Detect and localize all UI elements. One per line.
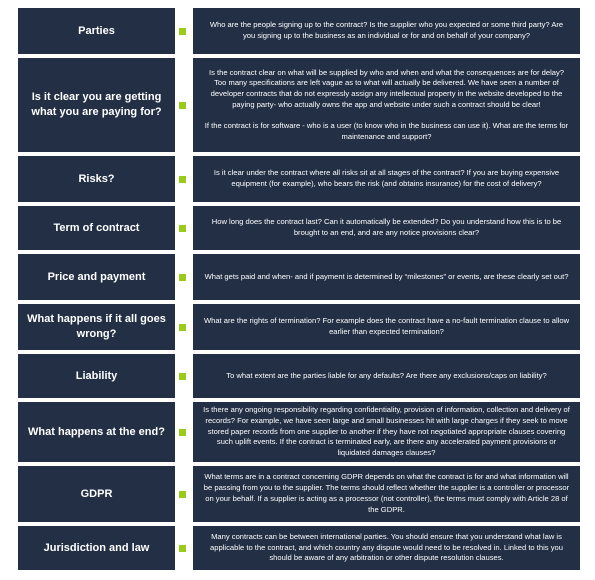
row-parties: [0, 8, 595, 54]
row-description-text-2: If the contract is for software - who is a user (to know who in the business can use it). What are the terms for maintenance and support?: [204, 120, 569, 141]
row-heading: Price and payment: [18, 254, 175, 300]
row-description-text: To what extent are the parties liable for any defaults? Are there any exclusions/caps on liability?: [226, 370, 547, 380]
row-description-text: Is there any ongoing responsibility regarding confidentiality, provision of information, collection and delivery of records? For example, we have seen large and small businesses hit with large charges if they seek to move stored paper records from one supplier to another if they have not negotiated appropriate clauses covering such uplift events. If the contract is terminated early, are there any accelerated payment provisions or liquidated damages clauses?: [203, 405, 570, 458]
row-heading: Liability: [18, 354, 175, 398]
row-description-text: Is it clear under the contract where all risks sit at all stages of the contract? If you are buying expensive equipment (for example), who bears the risk (and obtains insurance) for the cost of delivery?: [213, 168, 560, 188]
row-jurisdiction-and-law: [0, 526, 595, 570]
green-square-bullet-icon: [179, 373, 186, 380]
row-description: [193, 304, 580, 350]
green-square-bullet-icon: [179, 324, 186, 331]
row-description-text: Is the contract clear on what will be supplied by who and when and what the consequences are for delay? Too many specifications are left vague as to what will actually be delivered. We have seen a number of developer contracts that do not expressly assign any intellectual property in the website developed to the paying party- who actually owns the app and website under such a contract should be clear!: [208, 67, 564, 109]
row-heading: GDPR: [18, 466, 175, 522]
row-description-text: What are the rights of termination? For example does the contract have a no-fault termination clause to allow earlier than expected termination?: [203, 316, 570, 336]
row-description: [193, 526, 580, 570]
row-description-text: Who are the people signing up to the contract? Is the supplier who you expected or some third party? Are you signing up to the business as an individual or for and on behalf of your company?: [209, 20, 564, 40]
green-square-bullet-icon: [179, 491, 186, 498]
green-square-bullet-icon: [179, 176, 186, 183]
row-description: [193, 156, 580, 202]
row-description: [193, 254, 580, 300]
row-description: [193, 8, 580, 54]
green-square-bullet-icon: [179, 545, 186, 552]
row-description: [193, 354, 580, 398]
row-at-the-end: [0, 402, 595, 462]
row-risks: [0, 156, 595, 202]
row-heading: What happens if it all goes wrong?: [18, 304, 175, 350]
row-description-text: What gets paid and when- and if payment is determined by “milestones” or events, are these clearly set out?: [204, 271, 569, 281]
row-description-text: How long does the contract last? Can it automatically be extended? Do you understand how this is to be brought to an end, and are any notice provisions clear?: [211, 217, 562, 237]
row-description: [193, 402, 580, 462]
green-square-bullet-icon: [179, 102, 186, 109]
row-heading: Term of contract: [18, 206, 175, 250]
row-heading: Jurisdiction and law: [18, 526, 175, 570]
row-description: [193, 206, 580, 250]
row-heading: Is it clear you are getting what you are paying for?: [18, 58, 175, 152]
row-price-and-payment: [0, 254, 595, 300]
row-heading: What happens at the end?: [18, 402, 175, 462]
row-if-it-goes-wrong: [0, 304, 595, 350]
row-description: [193, 466, 580, 522]
row-liability: [0, 354, 595, 398]
row-getting-what-you-pay-for: [0, 58, 595, 152]
green-square-bullet-icon: [179, 28, 186, 35]
row-description-text: Many contracts can be between international parties. You should ensure that you understand what law is applicable to the contract, and which country any dispute would need to be resolved in. Linked to this you should be aware of any arbitration or other dispute resolution clauses.: [210, 531, 563, 563]
green-square-bullet-icon: [179, 429, 186, 436]
row-heading: Parties: [18, 8, 175, 54]
row-term-of-contract: [0, 206, 595, 250]
row-gdpr: [0, 466, 595, 522]
row-heading: Risks?: [18, 156, 175, 202]
row-description: [193, 58, 580, 152]
row-description-text: What terms are in a contract concerning GDPR depends on what the contract is for and what information will be passing from you to the supplier. The terms should reflect whether the supplier is a controller or processor on your behalf. If a supplier is acting as a processor (not controller), the terms must comply with Article 28 of the GDPR.: [203, 472, 570, 514]
green-square-bullet-icon: [179, 225, 186, 232]
green-square-bullet-icon: [179, 274, 186, 281]
